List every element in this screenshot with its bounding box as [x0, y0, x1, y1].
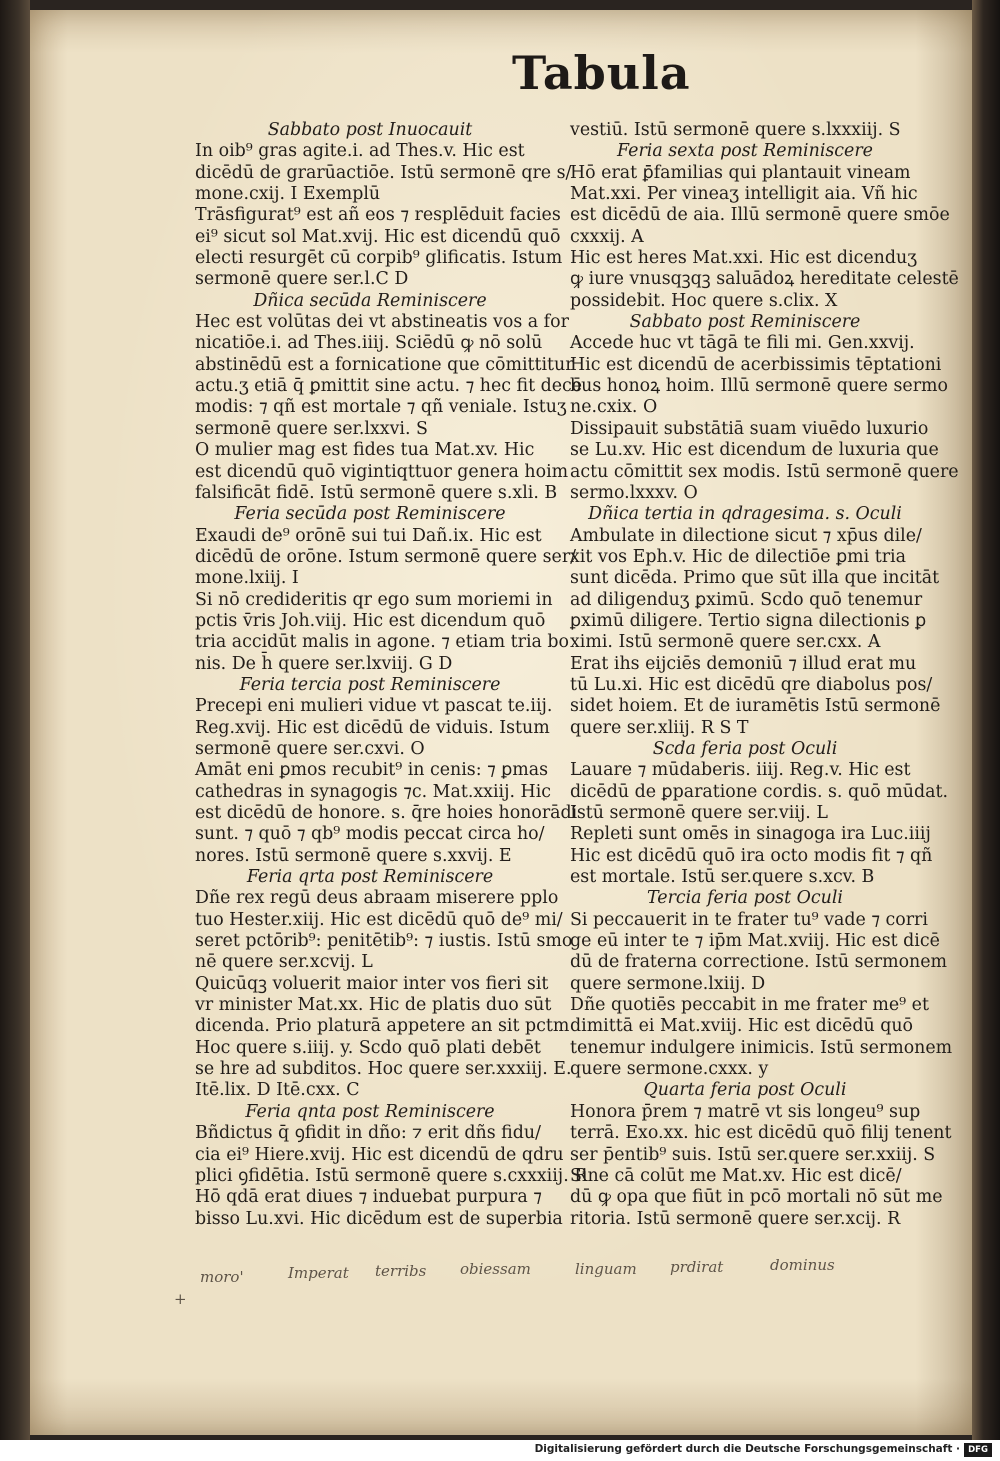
text-line: mone.cxij. I Exemplū — [195, 184, 381, 205]
text-line: Dissipauit substātiā suam viuēdo luxurio — [570, 418, 929, 439]
text-line: Itē.lix. D Itē.cxx. C — [195, 1080, 360, 1101]
text-line: tria accidūt malis in agone. ⁊ etiam tria bo — [195, 632, 570, 653]
text-line: sermo.lxxxv. O — [570, 482, 698, 503]
marginalia-word: prdirat — [670, 1258, 724, 1276]
section-heading: Tercia feria post Oculi — [647, 888, 843, 909]
text-line: dimittā ei Mat.xviij. Hic est dicēdū quō — [570, 1016, 914, 1037]
text-line: Sine cā colūt me Mat.xv. Hic est dicē/ — [570, 1165, 902, 1186]
section-heading: Feria secūda post Reminiscere — [234, 504, 506, 525]
text-line: Istū sermonē quere ser.viij. L — [570, 803, 828, 823]
text-line: electi resurgēt cū corpib⁹ glificatis. Istum — [195, 248, 563, 269]
text-line: seret pctōrib⁹: penitētib⁹: ⁊ iustis. Istū smo — [195, 931, 573, 952]
marginalia-word: terribs — [375, 1262, 427, 1280]
text-line: falsificāt fidē. Istū sermonē quere s.xli. B — [195, 482, 558, 503]
section-heading: Dñica tertia in qdragesima. s. Oculi — [588, 504, 902, 525]
text-line: Erat ihs eijciēs demoniū ⁊ illud erat mu — [570, 653, 917, 674]
text-line: se hre ad subditos. Hoc quere ser.xxxiij. E. — [195, 1059, 572, 1080]
text-line: actu.ʒ etiā q̄ ꝑmittit sine actu. ⁊ hec fit decē — [195, 376, 583, 397]
text-line: Si peccauerit in te frater tu⁹ vade ⁊ corri — [570, 909, 928, 930]
text-line: tenemur indulgere inimicis. Istū sermonem — [570, 1037, 953, 1058]
text-line: Hō qdā erat diues ⁊ induebat purpura ⁊ — [195, 1187, 542, 1208]
text-line: Hō erat ꝑ̄familias qui plantauit vineam — [570, 162, 911, 183]
text-line: Quicūqꝫ voluerit maior inter vos fieri sit — [195, 973, 549, 994]
marginalia-mark: + — [174, 1290, 187, 1308]
text-line: dū ꝙ opa que fiūt in pcō mortali nō sūt me — [570, 1187, 943, 1208]
text-line: Exaudi de⁹ orōnē sui tui Dañ.ix. Hic est — [195, 525, 542, 546]
text-line: Hoc quere s.iiij. y. Scdo quō plati debēt — [195, 1037, 541, 1058]
text-line: mone.lxiij. I — [195, 568, 299, 589]
text-line: sidet hoiem. Et de iuramētis Istū sermonē — [570, 696, 941, 717]
marginalia-word: Imperat — [288, 1264, 349, 1282]
text-line: dicēdū de grarūactiōe. Istū sermonē qre s/ — [195, 162, 572, 183]
text-line: nicatiōe.i. ad Thes.iiij. Sciēdū ꝙ nō solū — [195, 333, 543, 354]
text-line: vestiū. Istū sermonē quere s.lxxxiij. S — [570, 120, 901, 140]
text-line: Repleti sunt omēs in sinagoga ira Luc.iiij — [570, 824, 931, 845]
text-line: ꝙ iure vnusqꝫqꝫ saluādoꝝ hereditate celestē — [570, 269, 959, 290]
marginalia-word: linguam — [575, 1260, 637, 1278]
section-heading: Feria sexta post Reminiscere — [617, 141, 873, 162]
text-line: quere sermone.cxxx. y — [570, 1059, 769, 1080]
text-line: bus honoꝝ hoim. Illū sermonē quere sermo — [570, 376, 948, 397]
section-heading: Dñica secūda Reminiscere — [253, 290, 487, 311]
text-line: Bñdictus q̄ ꝯfidit in dño: ⁊ erit dñs fidu/ — [195, 1123, 541, 1144]
text-line: ser p̄entib⁹ suis. Istū ser.quere ser.xxiij. S — [570, 1144, 936, 1165]
text-line: dicenda. Prio platurā appetere an sit pctm — [195, 1016, 570, 1037]
text-line: ne.cxix. O — [570, 397, 658, 418]
text-line: modis: ⁊ qñ est mortale ⁊ qñ veniale. Istuʒ — [195, 397, 567, 418]
text-line: dicēdū de orōne. Istum sermonē quere ser/ — [195, 546, 576, 567]
text-line: nē quere ser.xcvij. L — [195, 952, 373, 973]
text-line: tū Lu.xi. Hic est dicēdū qre diabolus pos/ — [570, 674, 933, 695]
digitization-footer — [0, 1440, 1000, 1461]
text-line: xit vos Eph.v. Hic de dilectiōe ꝑmi tria — [570, 546, 906, 567]
text-line: Hic est dicendū de acerbissimis tēptationi — [570, 354, 942, 375]
text-line: Dñe rex regū deus abraam miserere pplo — [195, 888, 559, 909]
text-line: est mortale. Istū ser.quere s.xcv. B — [570, 867, 875, 888]
text-line: est dicēdū de aia. Illū sermonē quere smōe — [570, 205, 950, 226]
text-line: Dñe quotiēs peccabit in me frater me⁹ et — [570, 995, 929, 1016]
text-line: sunt. ⁊ quō ⁊ qb⁹ modis peccat circa ho/ — [195, 824, 545, 845]
text-line: O mulier mag est fides tua Mat.xv. Hic — [195, 440, 535, 461]
section-heading: Quarta feria post Oculi — [643, 1080, 847, 1101]
section-heading: Feria qnta post Reminiscere — [245, 1101, 495, 1122]
text-line: cxxxij. A — [570, 226, 644, 247]
text-line: est dicēdū de honore. s. q̄re hoies honorādi — [195, 803, 578, 823]
section-heading: Sabbato post Inuocauit — [267, 120, 473, 140]
text-line: bisso Lu.xvi. Hic dicēdum est de superbia — [195, 1208, 563, 1229]
text-line: quere sermone.lxiij. D — [570, 973, 766, 994]
section-heading: Sabbato post Reminiscere — [629, 312, 861, 333]
text-line: quere ser.xliij. R S T — [570, 717, 749, 738]
text-line: sermonē quere ser.lxxvi. S — [195, 418, 428, 439]
book-edge-left — [0, 0, 30, 1440]
text-line: Mat.xxi. Per vineaʒ intelligit aia. Vñ hic — [570, 184, 918, 205]
text-line: pctis v̄ris Joh.viij. Hic est dicendum quō — [195, 610, 546, 631]
text-line: Reg.xvij. Hic est dicēdū de viduis. Istum — [195, 717, 550, 738]
book-edge-right — [972, 0, 1000, 1440]
text-line: actu cōmittit sex modis. Istū sermonē quere — [570, 461, 959, 482]
right-text-column — [570, 120, 959, 1230]
text-line: ge eū inter te ⁊ ip̄m Mat.xviij. Hic est dicē — [570, 931, 940, 952]
text-line: se Lu.xv. Hic est dicendum de luxuria que — [570, 440, 939, 461]
footer-credit: Digitalisierung gefördert durch die Deutsche Forschungsgemeinschaft · — [534, 1443, 960, 1455]
text-line: cathedras in synagogis ⁊c. Mat.xxiij. Hic — [195, 781, 551, 802]
text-line: possidebit. Hoc quere s.clix. X — [570, 290, 838, 311]
text-line: Honora p̄rem ⁊ matrē vt sis longeu⁹ sup — [570, 1101, 921, 1122]
text-line: abstinēdū est a fornicatione que cōmittitur — [195, 354, 574, 375]
left-text-column — [195, 120, 588, 1230]
dfg-logo: DFG — [964, 1443, 992, 1457]
text-line: sermonē quere ser.cxvi. O — [195, 738, 425, 759]
text-line: Si nō credideritis qr ego sum moriemi in — [195, 589, 553, 610]
text-line: Trāsfigurat⁹ est añ eos ⁊ resplēduit facies — [195, 205, 561, 226]
marginalia-word: dominus — [770, 1256, 835, 1274]
text-line: sunt dicēda. Primo que sūt illa que incitāt — [570, 568, 940, 589]
text-line: sermonē quere ser.l.C D — [195, 269, 409, 290]
text-line: nis. De h̄ quere ser.lxviij. G D — [195, 653, 453, 674]
text-line: plici ꝯfidētia. Istū sermonē quere s.cxxxiij. R — [195, 1165, 588, 1186]
text-line: Hic est heres Mat.xxi. Hic est dicenduʒ — [570, 248, 918, 269]
marginalia-word: moro' — [200, 1268, 244, 1286]
text-line: cia ei⁹ Hiere.xvij. Hic est dicendū de qdru — [195, 1144, 564, 1165]
text-line: ximi. Istū sermonē quere ser.cxx. A — [570, 632, 881, 653]
text-line: Hec est volūtas dei vt abstineatis vos a for — [195, 312, 569, 333]
section-heading: Feria tercia post Reminiscere — [239, 674, 501, 695]
text-line: Ambulate in dilectione sicut ⁊ xp̄us dile/ — [570, 525, 922, 546]
text-line: tuo Hester.xiij. Hic est dicēdū quō de⁹ mi/ — [195, 909, 563, 930]
text-line: ritoria. Istū sermonē quere ser.xcij. R — [570, 1208, 901, 1229]
text-line: terrā. Exo.xx. hic est dicēdū quō filij tenent — [570, 1123, 952, 1144]
text-line: vr minister Mat.xx. Hic de platis duo sūt — [195, 995, 552, 1016]
handwritten-marginalia — [170, 1256, 860, 1306]
text-line: ei⁹ sicut sol Mat.xvij. Hic est dicendū quō — [195, 226, 561, 247]
section-heading: Scda feria post Oculi — [652, 738, 838, 759]
text-line: Accede huc vt tāgā te fili mi. Gen.xxvij. — [570, 333, 915, 354]
text-line: Lauare ⁊ mūdaberis. iiij. Reg.v. Hic est — [570, 760, 911, 781]
marginalia-word: obiessam — [460, 1260, 531, 1278]
text-line: dū de fraterna correctione. Istū sermonem — [570, 952, 948, 973]
text-line: est dicendū quō vigintiqttuor genera hoim — [195, 461, 569, 482]
text-line: In oib⁹ gras agite.i. ad Thes.v. Hic est — [195, 141, 525, 162]
section-heading: Feria qrta post Reminiscere — [246, 867, 494, 888]
text-line: ad diligenduʒ ꝑximū. Scdo quō tenemur — [570, 589, 923, 610]
page-title: Tabula — [512, 46, 691, 100]
text-line: Amāt eni ꝑmos recubit⁹ in cenis: ⁊ ꝑmas — [195, 760, 549, 781]
text-line: Hic est dicēdū quō ira octo modis fit ⁊ qñ — [570, 845, 933, 866]
text-line: ꝑximū diligere. Tertio signa dilectionis ꝑ — [570, 610, 927, 631]
text-line: dicēdū de ꝑparatione cordis. s. quō mūdat. — [570, 781, 949, 802]
text-line: Precepi eni mulieri vidue vt pascat te.iij. — [195, 696, 553, 717]
text-line: nores. Istū sermonē quere s.xxvij. E — [195, 845, 512, 866]
